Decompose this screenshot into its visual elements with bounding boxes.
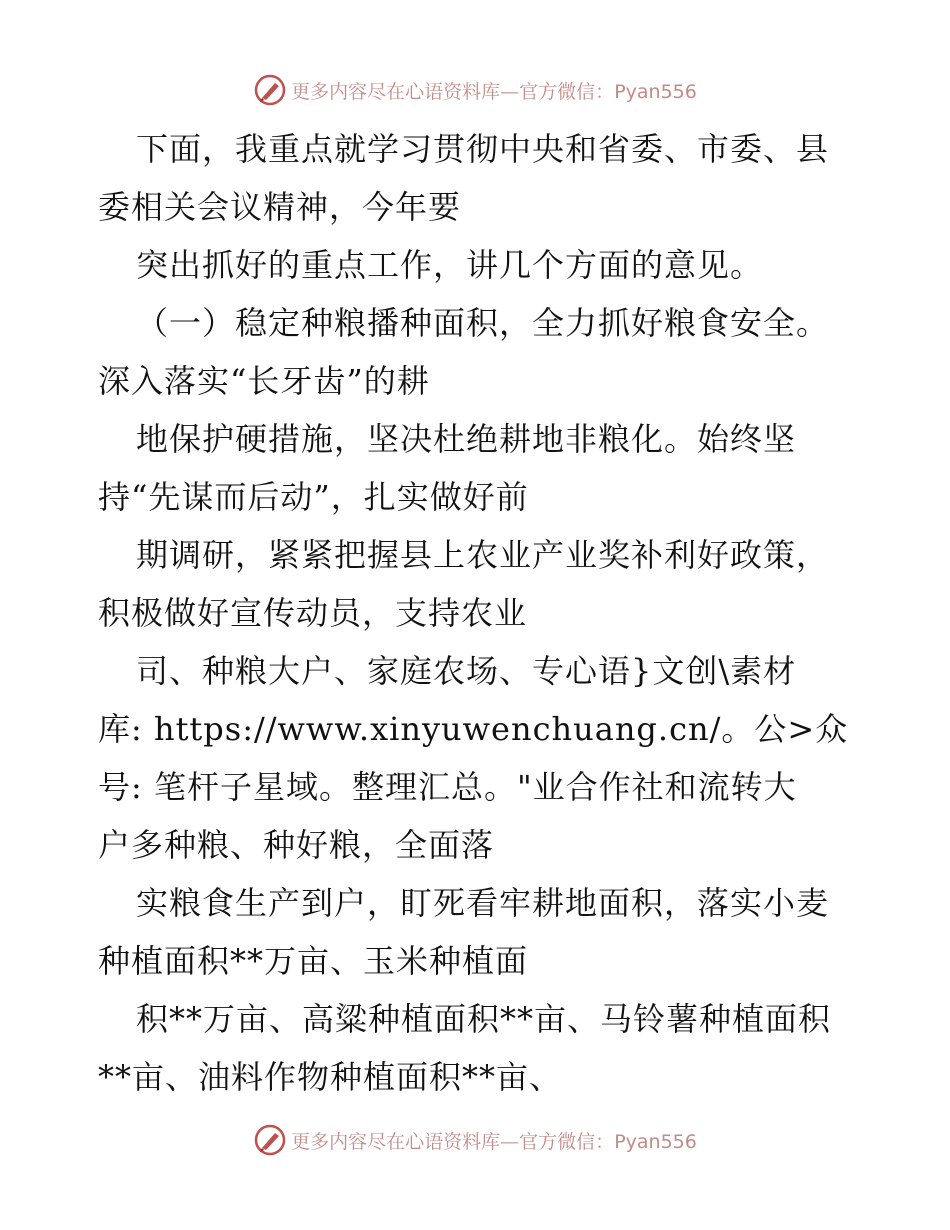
text-line-6: 地保护硬措施，坚决杜绝耕地非粮化。始终坚: [136, 420, 797, 458]
watermark-separator: —: [500, 80, 520, 103]
pen-logo-icon: [253, 1123, 287, 1157]
text-line-10: 司、种粮大户、家庭农场、专心语}文创\素材: [136, 652, 797, 690]
text-line-11: 库: https://www.xinyuwenchuang.cn/。公>众: [98, 710, 849, 748]
text-line-16: 积**万亩、高粱种植面积**亩、马铃薯种植面积: [136, 1000, 832, 1038]
text-line-8: 期调研，紧紧把握县上农业产业奖补利好政策，: [136, 536, 830, 574]
text-line-1: 下面，我重点就学习贯彻中央和省委、市委、县: [136, 130, 830, 168]
text-line-5: 深入落实“长牙齿”的耕: [98, 362, 430, 400]
text-line-14: 实粮食生产到户，盯死看牢耕地面积，落实小麦: [136, 884, 830, 922]
watermark-label: 官方微信：: [519, 1130, 615, 1153]
text-line-9: 积极做好宣传动员，支持农业: [98, 594, 528, 632]
text-line-17: **亩、油料作物种植面积**亩、: [98, 1058, 563, 1096]
text-line-12: 号: 笔杆子星域。整理汇总。"业合作社和流转大: [98, 768, 797, 806]
text-line-3: 突出抓好的重点工作，讲几个方面的意见。: [136, 246, 764, 284]
watermark-text: [291, 1127, 697, 1154]
text-line-7: 持“先谋而后动”，扎实做好前: [98, 478, 529, 516]
document-body: [98, 120, 858, 1106]
watermark-id: Pyan556: [614, 1130, 697, 1153]
watermark-id: Pyan556: [614, 80, 697, 103]
text-line-2: 委相关会议精神，今年要: [98, 188, 462, 226]
text-line-15: 种植面积**万亩、玉米种植面: [98, 942, 529, 980]
pen-logo-icon: [253, 73, 287, 107]
watermark-main: 更多内容尽在心语资料库: [291, 80, 501, 103]
text-line-4: （一）稳定种粮播种面积，全力抓好粮食安全。: [136, 304, 830, 342]
watermark-text: [291, 77, 697, 104]
watermark-label: 官方微信：: [519, 80, 615, 103]
header-watermark: [0, 70, 950, 110]
watermark-separator: —: [500, 1130, 520, 1153]
text-line-13: 户多种粮、种好粮，全面落: [98, 826, 495, 864]
watermark-main: 更多内容尽在心语资料库: [291, 1130, 501, 1153]
footer-watermark: [0, 1120, 950, 1160]
